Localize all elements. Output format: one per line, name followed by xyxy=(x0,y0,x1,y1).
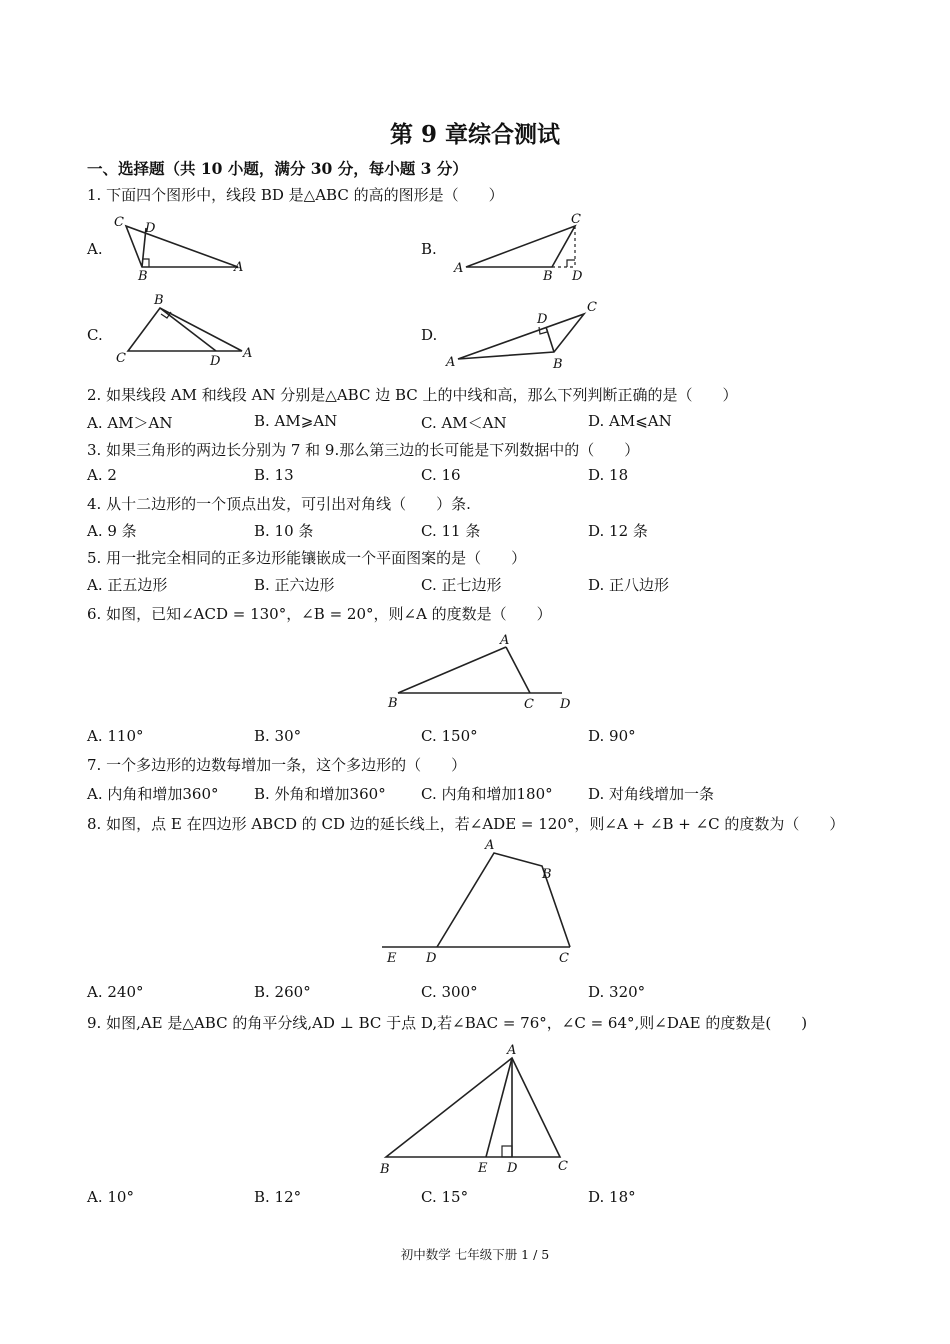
q1a-label-d: D xyxy=(145,221,156,236)
q7-option-b: B. 外角和增加360° xyxy=(254,785,386,803)
q5-option-a: A. 正五边形 xyxy=(87,576,168,594)
question-7-stem: 7. 一个多边形的边数每增加一条，这个多边形的（ ） xyxy=(87,756,467,774)
q5-option-b: B. 正六边形 xyxy=(254,576,335,594)
q1b-label-c: C xyxy=(571,212,581,227)
q3-option-b: B. 13 xyxy=(254,466,294,484)
q8-label-c: C xyxy=(559,951,569,966)
q9-label-a: A xyxy=(507,1043,517,1058)
q4-option-d: D. 12 条 xyxy=(588,522,648,540)
q4-option-b: B. 10 条 xyxy=(254,522,314,540)
q8-label-d: D xyxy=(426,951,437,966)
q9-label-c: C xyxy=(558,1159,568,1174)
section-heading: 一、选择题（共 10 小题，满分 30 分，每小题 3 分） xyxy=(87,159,468,178)
q1b-label-b: B xyxy=(543,269,553,284)
page-footer: 初中数学 七年级下册 1 / 5 xyxy=(400,1247,550,1262)
q9-label-b: B xyxy=(380,1162,390,1177)
q6-label-d: D xyxy=(560,697,571,712)
q8-figure xyxy=(378,834,588,974)
q1b-label-a: A xyxy=(454,261,464,276)
question-5-stem: 5. 用一批完全相同的正多边形能镶嵌成一个平面图案的是（ ） xyxy=(87,549,527,567)
q3-option-d: D. 18 xyxy=(588,466,629,484)
q6-label-c: C xyxy=(524,697,534,712)
q6-option-a: A. 110° xyxy=(87,727,144,745)
q8-option-d: D. 320° xyxy=(588,983,646,1001)
q1d-label-d: D xyxy=(537,312,548,327)
q6-option-d: D. 90° xyxy=(588,727,636,745)
q1-figure-c xyxy=(112,290,262,370)
q7-option-c: C. 内角和增加180° xyxy=(421,785,553,803)
q6-option-c: C. 150° xyxy=(421,727,478,745)
q1a-label-b: B xyxy=(138,269,148,284)
question-1-stem: 1. 下面四个图形中，线段 BD 是△ABC 的高的图形是（ ） xyxy=(87,186,504,204)
q1d-label-b: B xyxy=(553,357,563,372)
q1-option-a: A. xyxy=(87,240,103,258)
q1-option-b: B. xyxy=(421,240,437,258)
q8-label-e: E xyxy=(387,951,397,966)
q1-figure-a xyxy=(108,212,258,282)
q1d-label-a: A xyxy=(446,355,456,370)
q2-option-b: B. AM⩾AN xyxy=(254,412,338,430)
q6-option-b: B. 30° xyxy=(254,727,302,745)
q1-option-d: D. xyxy=(421,326,438,344)
q8-label-b: B xyxy=(542,867,552,882)
q4-option-c: C. 11 条 xyxy=(421,522,481,540)
q3-option-c: C. 16 xyxy=(421,466,461,484)
q1c-label-a: A xyxy=(243,346,253,361)
q1-figure-d xyxy=(444,296,604,376)
q8-option-c: C. 300° xyxy=(421,983,478,1001)
q3-option-a: A. 2 xyxy=(87,466,117,484)
q2-option-d: D. AM⩽AN xyxy=(588,412,672,430)
q8-option-a: A. 240° xyxy=(87,983,144,1001)
question-6-stem: 6. 如图，已知∠ACD = 130°，∠B = 20°，则∠A 的度数是（ ） xyxy=(87,605,552,623)
q6-label-b: B xyxy=(388,696,398,711)
q4-option-a: A. 9 条 xyxy=(87,522,137,540)
q1a-label-c: C xyxy=(114,215,124,230)
q9-label-d: D xyxy=(507,1161,518,1176)
question-2-stem: 2. 如果线段 AM 和线段 AN 分别是△ABC 边 BC 上的中线和高，那么下列判断正确的是（ ） xyxy=(87,386,738,404)
q1d-label-c: C xyxy=(587,300,597,315)
q9-option-a: A. 10° xyxy=(87,1188,134,1206)
question-3-stem: 3. 如果三角形的两边长分别为 7 和 9.那么第三边的长可能是下列数据中的（ ） xyxy=(87,441,640,459)
q1c-label-d: D xyxy=(210,354,221,369)
q9-label-e: E xyxy=(478,1161,488,1176)
question-9-stem: 9. 如图,AE 是△ABC 的角平分线,AD ⊥ BC 于点 D,若∠BAC = 76°，∠C = 64°,则∠DAE 的度数是( ) xyxy=(87,1014,808,1032)
q7-option-d: D. 对角线增加一条 xyxy=(588,785,715,803)
q9-figure xyxy=(376,1038,586,1178)
q2-option-a: A. AM＞AN xyxy=(87,414,173,432)
q1-option-c: C. xyxy=(87,326,103,344)
question-8-stem: 8. 如图，点 E 在四边形 ABCD 的 CD 边的延长线上，若∠ADE = 120°，则∠A + ∠B + ∠C 的度数为（ ） xyxy=(87,815,845,833)
question-4-stem: 4. 从十二边形的一个顶点出发，可引出对角线（ ）条. xyxy=(87,495,471,513)
q8-option-b: B. 260° xyxy=(254,983,311,1001)
q1c-label-b: B xyxy=(154,293,164,308)
q6-label-a: A xyxy=(500,633,510,648)
q2-option-c: C. AM＜AN xyxy=(421,414,507,432)
q9-option-d: D. 18° xyxy=(588,1188,636,1206)
q8-label-a: A xyxy=(485,838,495,853)
q9-option-b: B. 12° xyxy=(254,1188,302,1206)
q1-figure-b xyxy=(452,210,602,285)
q9-option-c: C. 15° xyxy=(421,1188,469,1206)
q6-figure xyxy=(384,630,584,715)
q5-option-c: C. 正七边形 xyxy=(421,576,502,594)
page-title: 第 9 章综合测试 xyxy=(389,121,561,148)
q1a-label-a: A xyxy=(234,260,244,275)
q5-option-d: D. 正八边形 xyxy=(588,576,670,594)
q1b-label-d: D xyxy=(572,269,583,284)
q1c-label-c: C xyxy=(116,351,126,366)
q7-option-a: A. 内角和增加360° xyxy=(87,785,219,803)
